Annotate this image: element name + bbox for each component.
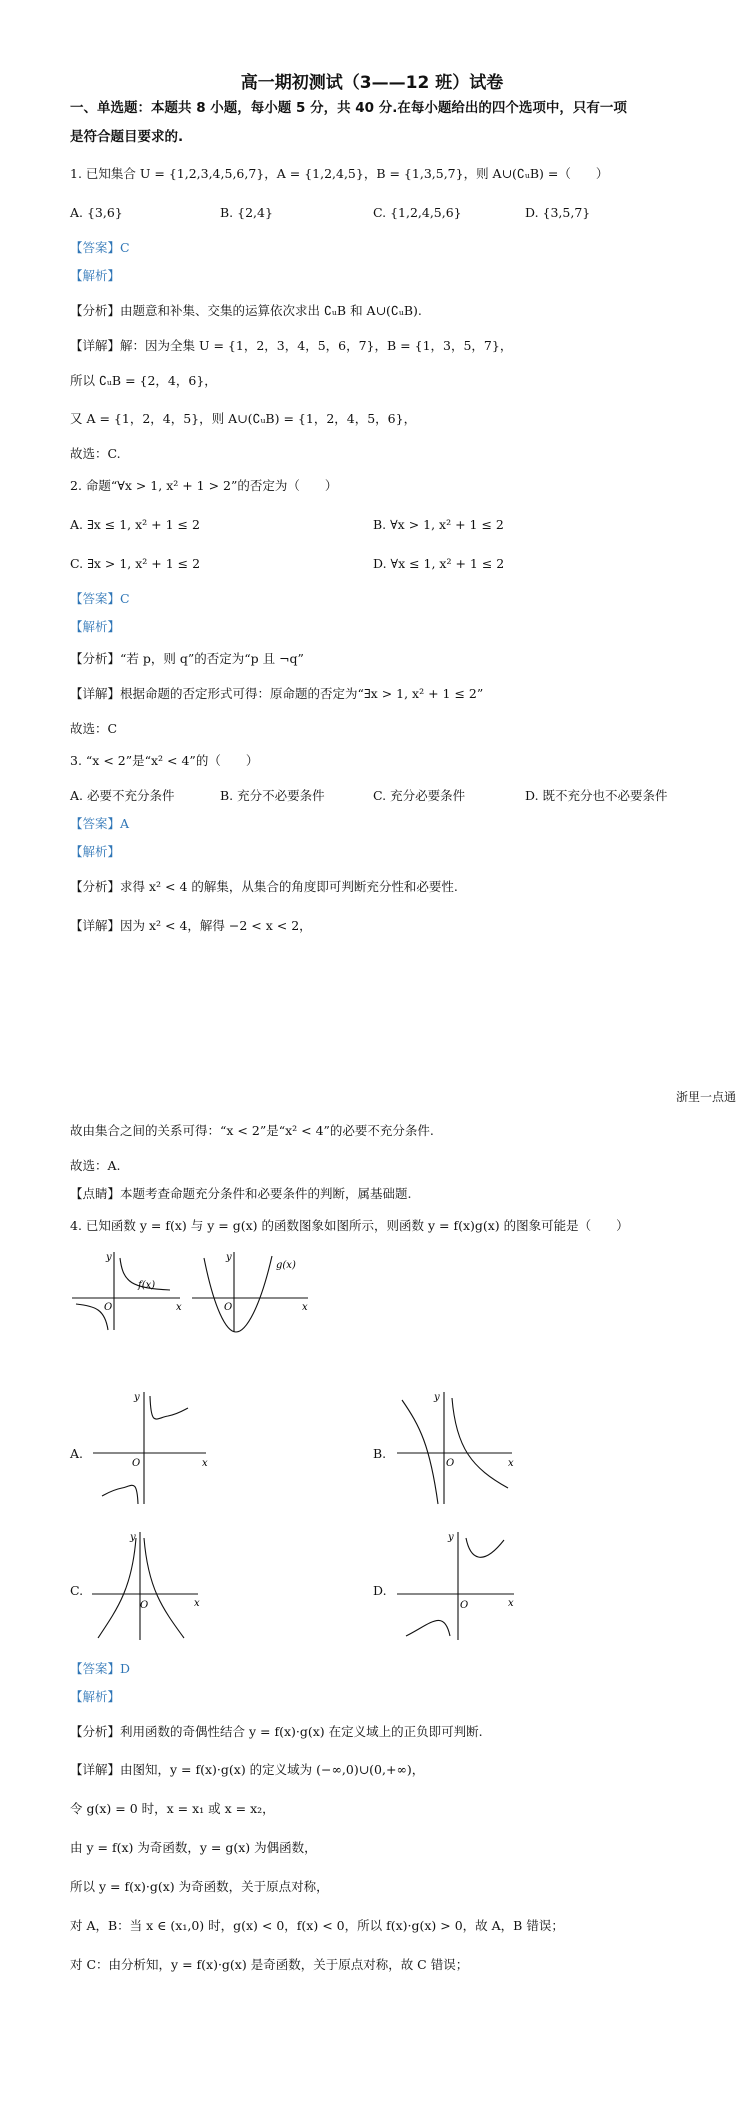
q2-option-d: D. ∀x ≤ 1, x² + 1 ≤ 2 (373, 556, 505, 571)
q3-analysis: 【分析】求得 x² < 4 的解集，从集合的角度即可判断充分性和必要性. (70, 879, 458, 894)
q2-option-a: A. ∃x ≤ 1, x² + 1 ≤ 2 (70, 517, 200, 532)
q2-analysis: 【分析】“若 p，则 q”的否定为“p 且 ¬q” (70, 651, 304, 666)
q2-option-b: B. ∀x > 1, x² + 1 ≤ 2 (373, 517, 504, 532)
origin-label: O (446, 1458, 455, 1469)
q3-comment: 【点睛】本题考查命题充分条件和必要条件的判断，属基础题. (70, 1186, 412, 1201)
q4-option-b-label: B. (373, 1446, 387, 1461)
q4-option-a-graph (88, 1388, 218, 1508)
x-label: x (176, 1302, 182, 1313)
x-label: x (202, 1458, 208, 1469)
q2-detail: 【详解】根据命题的否定形式可得：原命题的否定为“∃x > 1, x² + 1 ≤ 2” (70, 686, 484, 701)
origin-label: O (104, 1302, 113, 1313)
q3-option-c: C. 充分必要条件 (373, 788, 466, 803)
q4-stem: 4. 已知函数 y = f(x) 与 y = g(x) 的函数图象如图所示，则函数 y = f(x)g(x) 的图象可能是（ ） (70, 1218, 629, 1233)
y-label: y (448, 1532, 454, 1543)
q4-option-c-label: C. (70, 1583, 84, 1598)
q4-detail: 由 y = f(x) 为奇函数，y = g(x) 为偶函数， (70, 1840, 317, 1855)
q1-detail: 又 A = {1，2，4，5}，则 A∪(∁ᵤB) = {1，2，4，5，6}， (70, 411, 417, 426)
section-heading: 一、单选题：本题共 8 小题，每小题 5 分，共 40 分.在每小题给出的四个选项中，只有一项 (70, 100, 627, 116)
q2-option-c: C. ∃x > 1, x² + 1 ≤ 2 (70, 556, 201, 571)
q1-option-c: C. {1,2,4,5,6} (373, 205, 462, 220)
curve-left (402, 1400, 438, 1504)
origin-label: O (132, 1458, 141, 1469)
q1-detail: 所以 ∁ᵤB = {2，4，6}， (70, 373, 217, 388)
q3-option-d: D. 既不充分也不必要条件 (525, 788, 668, 803)
curve-right (452, 1398, 508, 1488)
q2-stem: 2. 命题“∀x > 1, x² + 1 > 2”的否定为（ ） (70, 478, 338, 493)
section-heading-cont: 是符合题目要求的. (70, 129, 184, 145)
q1-answer: 【答案】C (70, 240, 130, 255)
q4-option-c-graph (88, 1528, 208, 1643)
q4-jiexi: 【解析】 (70, 1689, 121, 1704)
q1-stem: 1. 已知集合 U = {1,2,3,4,5,6,7}，A = {1,2,4,5}，B = {1,3,5,7}，则 A∪(∁ᵤB) =（ ） (70, 166, 609, 181)
x-label: x (194, 1598, 200, 1609)
q4-option-b-graph (392, 1388, 522, 1508)
q1-option-a: A. {3,6} (70, 205, 123, 220)
q4-option-a-label: A. (70, 1446, 84, 1461)
q3-option-b: B. 充分不必要条件 (220, 788, 325, 803)
y-label: y (106, 1252, 112, 1263)
curve-left (102, 1485, 138, 1504)
curve-right (144, 1538, 184, 1638)
x-label: x (508, 1598, 514, 1609)
q3-detail: 故由集合之间的关系可得：“x < 2”是“x² < 4”的必要不充分条件. (70, 1123, 434, 1138)
curve-right (466, 1538, 504, 1557)
q4-option-d-graph (392, 1528, 522, 1643)
q1-analysis: 【分析】由题意和补集、交集的运算依次求出 ∁ᵤB 和 A∪(∁ᵤB). (70, 303, 422, 318)
origin-label: O (460, 1600, 469, 1611)
q4-option-d-label: D. (373, 1583, 387, 1598)
q3-detail: 【详解】因为 x² < 4，解得 −2 < x < 2， (70, 918, 312, 933)
y-label: y (134, 1392, 140, 1403)
q3-stem: 3. “x < 2”是“x² < 4”的（ ） (70, 753, 259, 768)
q4-answer: 【答案】D (70, 1661, 131, 1676)
q4-detail: 【详解】由图知，y = f(x)·g(x) 的定义域为 (−∞,0)∪(0,+∞)， (70, 1762, 425, 1777)
gx-label: g(x) (276, 1260, 296, 1271)
q1-detail: 【详解】解：因为全集 U = {1，2，3，4，5，6，7}，B = {1，3，5，7}， (70, 338, 513, 353)
q3-option-a: A. 必要不充分条件 (70, 788, 175, 803)
q4-detail: 令 g(x) = 0 时，x = x₁ 或 x = x₂， (70, 1801, 275, 1816)
q2-conclusion: 故选：C (70, 721, 118, 736)
origin-label: O (224, 1302, 233, 1313)
q4-detail: 对 A，B：当 x ∈ (x₁,0) 时，g(x) < 0，f(x) < 0，所以 f(x)·g(x) > 0，故 A，B 错误； (70, 1918, 564, 1933)
y-label: y (130, 1532, 136, 1543)
curve-left (406, 1620, 450, 1636)
gx-curve (204, 1256, 272, 1332)
q3-jiexi: 【解析】 (70, 844, 121, 859)
q1-option-d: D. {3,5,7} (525, 205, 591, 220)
q3-conclusion: 故选：A. (70, 1158, 121, 1173)
watermark: 浙里一点通 (675, 1090, 736, 1104)
given-graphs (70, 1248, 310, 1334)
origin-label: O (140, 1600, 149, 1611)
q3-answer: 【答案】A (70, 816, 130, 831)
q1-jiexi: 【解析】 (70, 268, 121, 283)
x-label: x (508, 1458, 514, 1469)
curve-right (150, 1396, 188, 1419)
y-label: y (434, 1392, 440, 1403)
q2-jiexi: 【解析】 (70, 619, 121, 634)
q1-conclusion: 故选：C. (70, 446, 121, 461)
fx-graph (72, 1252, 180, 1330)
x-label: x (302, 1302, 308, 1313)
exam-title: 高一期初测试（3——12 班）试卷 (240, 73, 504, 93)
q1-option-b: B. {2,4} (220, 205, 273, 220)
q4-detail: 所以 y = f(x)·g(x) 为奇函数，关于原点对称， (70, 1879, 329, 1894)
y-label: y (226, 1252, 232, 1263)
q4-analysis: 【分析】利用函数的奇偶性结合 y = f(x)·g(x) 在定义域上的正负即可判断. (70, 1724, 483, 1739)
q4-detail: 对 C：由分析知，y = f(x)·g(x) 是奇函数，关于原点对称，故 C 错误； (70, 1957, 469, 1972)
curve-left (98, 1538, 136, 1638)
fx-label: f(x) (138, 1280, 156, 1291)
q2-answer: 【答案】C (70, 591, 130, 606)
